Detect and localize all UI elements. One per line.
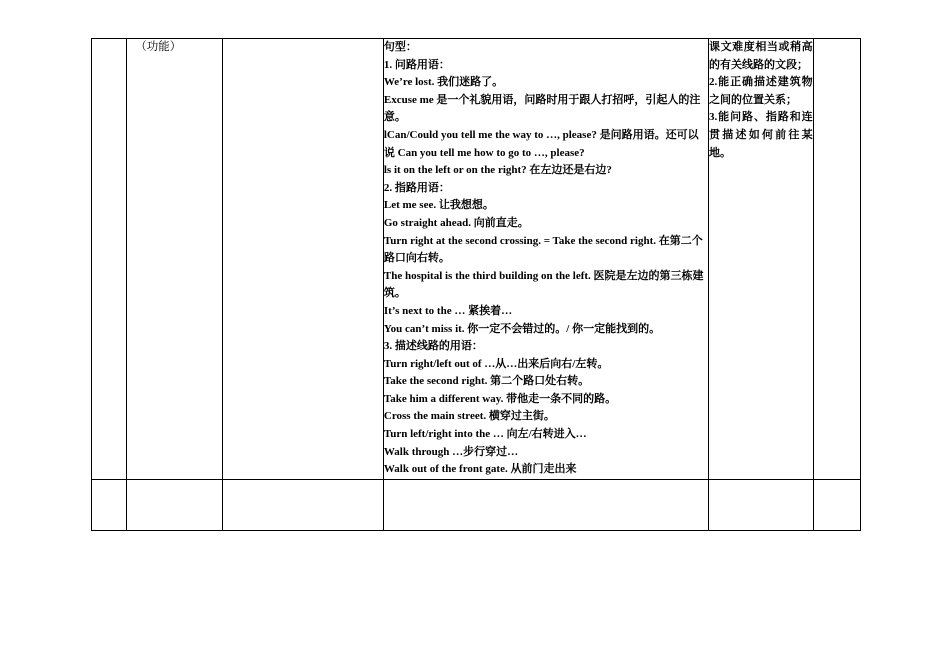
table-row bbox=[92, 39, 861, 480]
content-line: We’re lost. 我们迷路了。 bbox=[383, 76, 504, 89]
content-line: 句型： bbox=[383, 41, 417, 53]
table-cell-empty bbox=[813, 39, 860, 480]
lesson-plan-table bbox=[91, 38, 861, 531]
learning-goals-cell bbox=[708, 39, 813, 480]
content-line: Walk out of the front gate. 从前门走出来 bbox=[383, 463, 577, 476]
sentence-patterns-cell bbox=[383, 39, 708, 480]
content-line: Walk through …步行穿过… bbox=[383, 445, 519, 458]
table-cell-empty bbox=[222, 480, 383, 531]
content-line: 3. 描述线路的用语： bbox=[383, 340, 483, 353]
table-cell-empty bbox=[92, 39, 127, 480]
table-row bbox=[92, 480, 861, 531]
content-line: 2. 指路用语： bbox=[383, 181, 450, 194]
content-line: Go straight ahead. 向前直走。 bbox=[383, 216, 529, 229]
content-line: Take him a different way. 带他走一条不同的路。 bbox=[383, 392, 617, 405]
content-line: Turn right at the second crossing. = Take the second right. 在第二个路口向右转。 bbox=[383, 234, 703, 265]
goal-line: 2.能正确描述建筑物之间的位置关系； bbox=[708, 76, 813, 106]
content-line: Turn right/left out of …从…出来后向右/左转。 bbox=[383, 357, 609, 370]
function-cell bbox=[127, 39, 223, 480]
content-line: The hospital is the third building on the left. 医院是左边的第三栋建筑。 bbox=[383, 269, 704, 300]
content-line: Let me see. 让我想想。 bbox=[383, 199, 494, 212]
content-line: 1. 问路用语： bbox=[383, 58, 450, 71]
table-cell-empty bbox=[222, 39, 383, 480]
table-cell-empty bbox=[92, 480, 127, 531]
table-cell-empty bbox=[813, 480, 860, 531]
content-line: You can’t miss it. 你一定不会错过的。/ 你一定能找到的。 bbox=[383, 322, 661, 335]
goal-line: 课文难度相当或稍高的有关线路的文段； bbox=[708, 41, 813, 71]
content-line: Take the second right. 第二个路口处右转。 bbox=[383, 375, 590, 388]
table-cell-empty bbox=[127, 480, 223, 531]
content-line: Cross the main street. 横穿过主街。 bbox=[383, 410, 555, 423]
content-line: Excuse me 是一个礼貌用语，问路时用于跟人打招呼，引起人的注意。 bbox=[383, 93, 701, 124]
function-label: （功能） bbox=[135, 41, 182, 53]
content-line: ls it on the left or on the right? 在左边还是右边? bbox=[383, 164, 612, 177]
table-cell-empty bbox=[383, 480, 708, 531]
table-cell-empty bbox=[708, 480, 813, 531]
content-line: It’s next to the … 紧挨着… bbox=[383, 304, 513, 317]
content-line: lCan/Could you tell me the way to …, please? 是问路用语。还可以说 Can you tell me how to go to …, please? bbox=[383, 128, 699, 159]
goal-line: 3.能问路、指路和连贯描述如何前往某地。 bbox=[708, 111, 813, 159]
content-line: Turn left/right into the … 向左/右转进入… bbox=[383, 428, 587, 441]
